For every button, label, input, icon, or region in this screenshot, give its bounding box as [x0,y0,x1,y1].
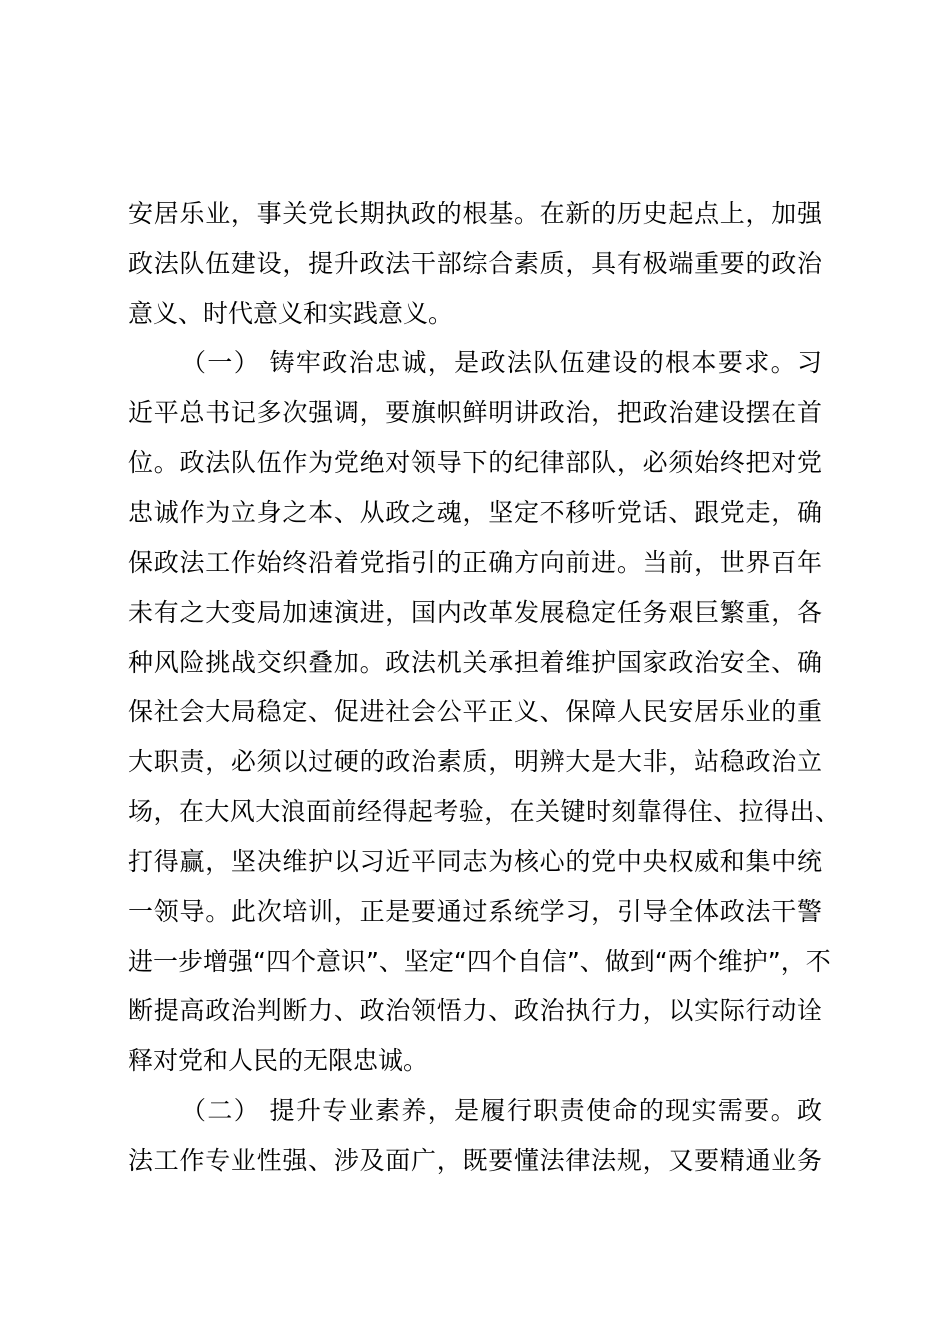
paragraph-line: 大职责，必须以过硬的政治素质，明辨大是大非，站稳政治立 [128,747,822,776]
paragraph-line: 断提高政治判断力、政治领悟力、政治执行力，以实际行动诠 [128,996,822,1025]
paragraph-line: 保政法工作始终沿着党指引的正确方向前进。当前，世界百年 [128,548,822,577]
paragraph-line: 场，在大风大浪面前经得起考验，在关键时刻靠得住、拉得出、 [128,797,840,826]
paragraph-line: 法工作专业性强、涉及面广，既要懂法律法规，又要精通业务 [128,1146,822,1175]
paragraph-line: 近平总书记多次强调，要旗帜鲜明讲政治，把政治建设摆在首 [128,398,822,427]
paragraph-line: 未有之大变局加速演进，国内改革发展稳定任务艰巨繁重，各 [128,598,822,627]
paragraph-line: 打得赢，坚决维护以习近平同志为核心的党中央权威和集中统 [128,847,822,876]
paragraph-line: 政法队伍建设，提升政法干部综合素质，具有极端重要的政治 [128,249,822,278]
section-heading-line: （二） 提升专业素养，是履行职责使命的现实需要。政 [181,1096,822,1125]
paragraph-line: 释对党和人民的无限忠诚。 [128,1046,429,1075]
paragraph-line: 忠诚作为立身之本、从政之魂，坚定不移听党话、跟党走，确 [128,498,822,527]
paragraph-line: 安居乐业，事关党长期执政的根基。在新的历史起点上，加强 [128,199,822,228]
paragraph-line: 位。政法队伍作为党绝对领导下的纪律部队，必须始终把对党 [128,448,822,477]
paragraph-line: 进一步增强“四个意识”、坚定“四个自信”、做到“两个维护”，不 [128,947,831,976]
section-heading-line: （一） 铸牢政治忠诚，是政法队伍建设的根本要求。习 [181,348,822,377]
paragraph-line: 一领导。此次培训，正是要通过系统学习，引导全体政法干警 [128,897,822,926]
paragraph-line: 意义、时代意义和实践意义。 [128,299,454,328]
paragraph-line: 保社会大局稳定、促进社会公平正义、保障人民安居乐业的重 [128,697,822,726]
paragraph-line: 种风险挑战交织叠加。政法机关承担着维护国家政治安全、确 [128,648,822,677]
